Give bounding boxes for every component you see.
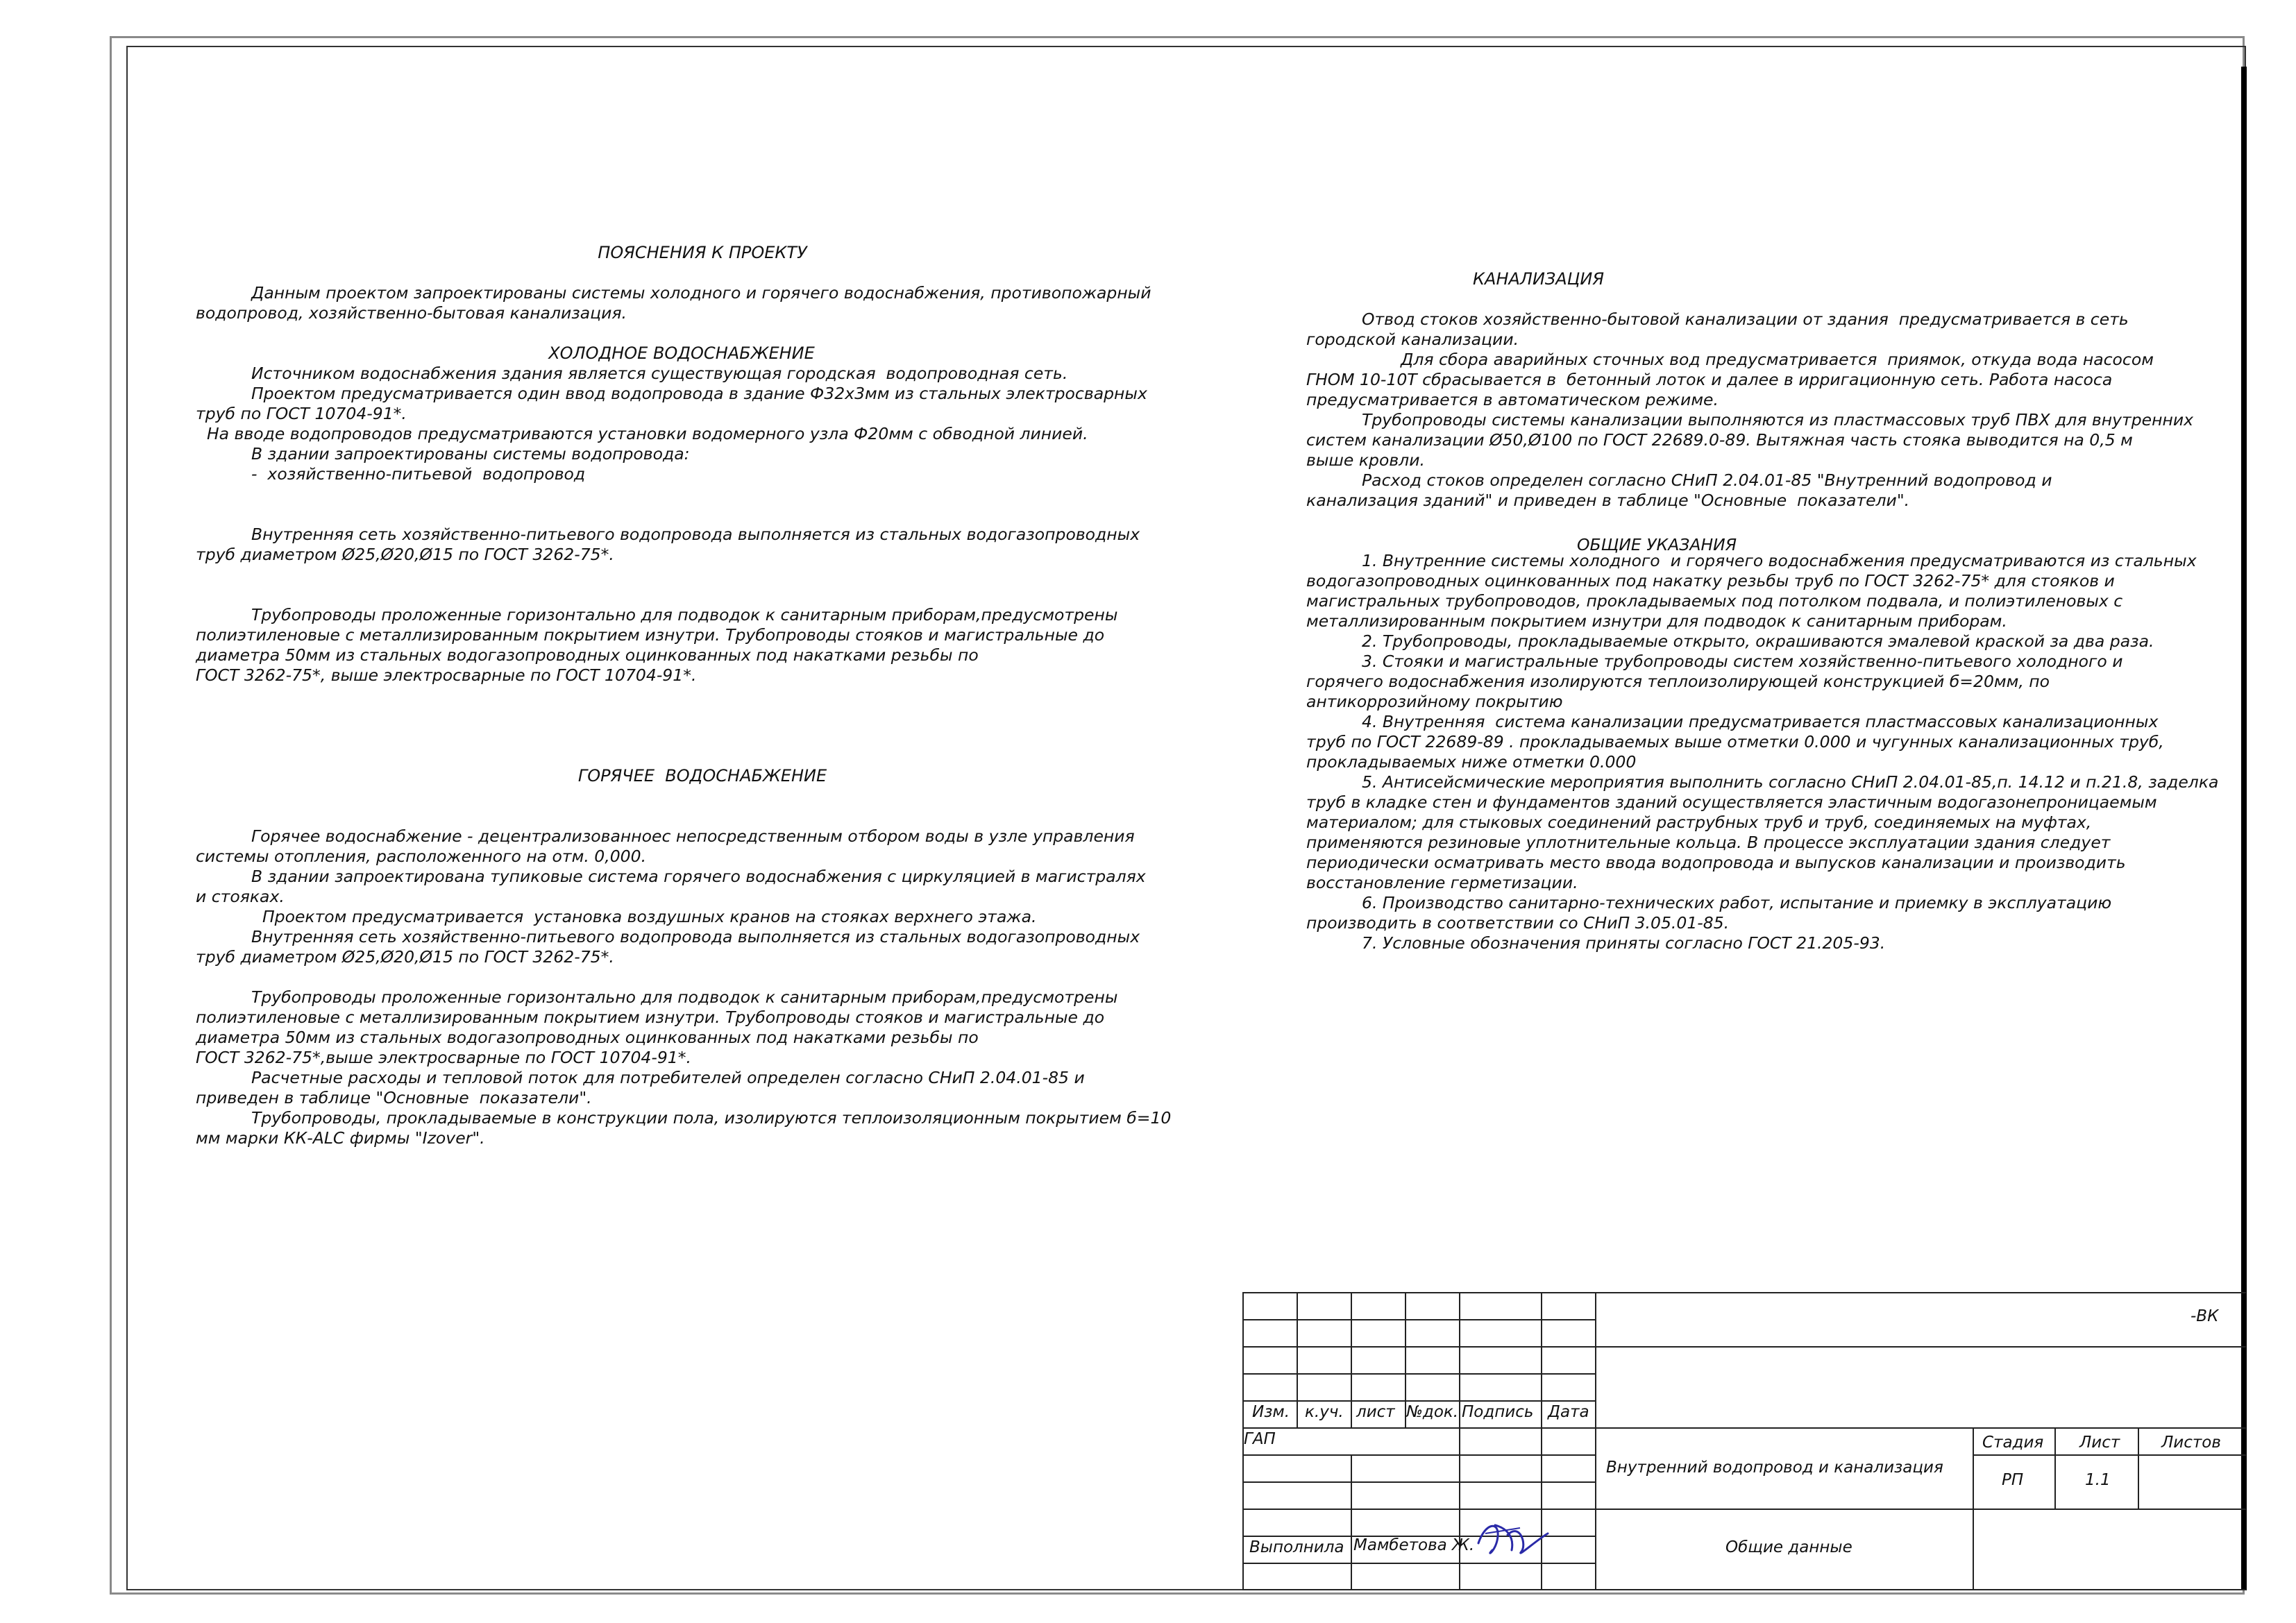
general-line-2: водогазопроводных оцинкованных под накатку резьбы труб по ГОСТ 3262-75* для стояков и [1306,571,2115,590]
general-line-18: 6. Производство санитарно-технических работ, испытание и приемку в эксплуатацию [1362,893,2112,912]
header-izm: Изм. [1252,1403,1290,1421]
general-line-4: металлизированным покрытием изнутри для подводок к санитарным приборам. [1306,611,2007,631]
hot-line-3: В здании запроектирована тупиковые система горячего водоснабжения с циркуляцией в магистралях [251,867,1146,886]
cold-net-line-1: Внутренняя сеть хозяйственно-питьевого водопровода выполняется из стальных водогазопроводных [251,525,1140,544]
cold-line-3: труб по ГОСТ 10704-91*. [196,404,407,423]
header-list: лист [1356,1403,1395,1421]
general-line-15: применяются резиновые уплотнительные кольца. В процессе эксплуатации здания следует [1306,833,2111,852]
intro-line-2: водопровод, хозяйственно-бытовая канализация. [196,303,627,323]
hot-pipes-line-3: диаметра 50мм из стальных водогазопроводных оцинкованных под накатками резьбы по [196,1028,979,1047]
general-line-5: 2. Трубопроводы, прокладываемые открыто, окрашиваются эмалевой краской за два раза. [1362,631,2154,651]
intro-line-1: Данным проектом запроектированы системы холодного и горячего водоснабжения, противопожарный [251,283,1151,303]
sheet-label: Лист [2079,1434,2120,1452]
hot-line-5: Проектом предусматривается установка воздушных кранов на стояках верхнего этажа. [262,907,1037,926]
header-data: Дата [1548,1403,1589,1421]
cold-line-1: Источником водоснабжения здания является существующая городская водопроводная сеть. [251,364,1068,383]
project-name: Внутренний водопровод и канализация [1606,1459,1943,1477]
sheets-label: Листов [2161,1434,2221,1452]
general-line-7: горячего водоснабжения изолируются теплоизолирующей конструкцией б=20мм, по [1306,672,2050,691]
hot-pipes-line-6: приведен в таблице "Основные показатели". [196,1088,592,1107]
header-ndok: №док. [1406,1403,1459,1421]
stage-label: Стадия [1982,1434,2044,1452]
performed-label: Выполнила [1249,1538,1344,1556]
general-line-6: 3. Стояки и магистральные трубопроводы систем хозяйственно-питьевого холодного и [1362,652,2123,671]
sheet-value: 1.1 [2085,1471,2111,1489]
gap-label: ГАП [1244,1430,1276,1448]
general-line-13: труб в кладке стен и фундаментов зданий осуществляется эластичным водогазонепроницаемым [1306,792,2157,812]
cold-pipes-line-1: Трубопроводы проложенные горизонтально для подводок к санитарным приборам,предусмотрены [251,605,1118,624]
cold-pipes-line-4: ГОСТ 3262-75*, выше электросварные по ГОСТ 10704-91*. [196,665,697,685]
sewer-line-9: Расход стоков определен согласно СНиП 2.04.01-85 "Внутренний водопровод и [1362,470,2052,490]
cold-line-4: На вводе водопроводов предусматриваются установки водомерного узла Ф20мм с обводной линией. [207,424,1088,443]
drawing-code: -ВК [2191,1307,2219,1325]
general-title: ОБЩИЕ УКАЗАНИЯ [1577,535,1737,554]
general-line-19: производить в соответствии со СНиП 3.05.01-85. [1306,913,1730,933]
hot-pipes-line-4: ГОСТ 3262-75*,выше электросварные по ГОСТ 10704-91*. [196,1048,691,1067]
sewer-line-4: ГНОМ 10-10Т сбрасывается в бетонный лоток и далее в ирригационную сеть. Работа насоса [1306,370,2113,389]
hot-line-2: системы отопления, расположенного на отм. 0,000. [196,847,647,866]
general-line-10: труб по ГОСТ 22689-89 . прокладываемых выше отметки 0.000 и чугунных канализационных труб, [1306,732,2164,751]
cold-net-line-2: труб диаметром Ø25,Ø20,Ø15 по ГОСТ 3262-75*. [196,545,614,564]
hot-line-1: Горячее водоснабжение - децентрализованноес непосредственным отбором воды в узле управления [251,826,1135,846]
header-podpis: Подпись [1462,1403,1534,1421]
general-line-8: антикоррозийному покрытию [1306,692,1563,711]
sewer-line-6: Трубопроводы системы канализации выполняются из пластмассовых труб ПВХ для внутренних [1362,410,2194,430]
general-line-3: магистральных трубопроводов, прокладываемых под потолком подвала, и полиэтиленовых с [1306,591,2123,611]
hot-water-title: ГОРЯЧЕЕ ВОДОСНАБЖЕНИЕ [577,766,827,785]
cold-pipes-line-3: диаметра 50мм из стальных водогазопроводных оцинкованных под накатками резьбы по [196,645,979,665]
cold-line-2: Проектом предусматривается один ввод водопровода в здание Ф32х3мм из стальных электросварных [251,384,1147,403]
header-kuch: к.уч. [1305,1403,1344,1421]
title-block [1242,1292,2246,1590]
general-line-11: прокладываемых ниже отметки 0.000 [1306,752,1637,772]
hot-pipes-line-2: полиэтиленовые с металлизированным покрытием изнутри. Трубопроводы стояков и магистральные до [196,1008,1105,1027]
sewer-column [1306,269,2236,953]
sewer-line-7: систем канализации Ø50,Ø100 по ГОСТ 22689.0-89. Вытяжная часть стояка выводится на 0,5 м [1306,430,2133,450]
cold-line-6: - хозяйственно-питьевой водопровод [251,464,586,484]
sewer-line-5: предусматривается в автоматическом режиме. [1306,390,1719,409]
stage-value: РП [2002,1471,2024,1489]
sewer-title: КАНАЛИЗАЦИЯ [1473,269,1604,289]
general-line-20: 7. Условные обозначения приняты согласно ГОСТ 21.205-93. [1362,933,1886,953]
hot-line-4: и стояках. [196,887,285,906]
sewer-line-10: канализация зданий" и приведен в таблице "Основные показатели". [1306,491,1910,510]
hot-pipes-line-5: Расчетные расходы и тепловой поток для потребителей определен согласно СНиП 2.04.01-85 и [251,1068,1085,1087]
hot-pipes-line-1: Трубопроводы проложенные горизонтально для подводок к санитарным приборам,предусмотрены [251,987,1118,1007]
general-line-12: 5. Антисейсмические мероприятия выполнить согласно СНиП 2.04.01-85,п. 14.12 и п.21.8, заделка [1362,772,2219,792]
sewer-line-2: городской канализации. [1306,330,1519,349]
explanations-title: ПОЯСНЕНИЯ К ПРОЕКТУ [598,243,807,262]
general-line-9: 4. Внутренняя система канализации предусматривается пластмассовых канализационных [1362,712,2159,731]
cold-line-5: В здании запроектированы системы водопровода: [251,444,690,464]
hot-pipes-line-7: Трубопроводы, прокладываемые в конструкции пола, изолируются теплоизоляционным покрытием б=10 [251,1108,1172,1128]
cold-water-title: ХОЛОДНОЕ ВОДОСНАБЖЕНИЕ [548,343,815,363]
hot-pipes-line-8: мм марки КК-ALC фирмы "Izover". [196,1128,485,1148]
sewer-line-3: Для сбора аварийных сточных вод предусматривается приямок, откуда вода насосом [1401,350,2154,369]
hot-line-6: Внутренняя сеть хозяйственно-питьевого водопровода выполняется из стальных водогазопроводных [251,927,1140,946]
signature-image [1471,1515,1555,1561]
sheet-name: Общие данные [1725,1538,1852,1556]
hot-line-7: труб диаметром Ø25,Ø20,Ø15 по ГОСТ 3262-75*. [196,947,614,967]
cold-pipes-line-2: полиэтиленовые с металлизированным покрытием изнутри. Трубопроводы стояков и магистральные до [196,625,1105,645]
explanations-column [196,243,1209,1148]
performer-name: Мамбетова Ж. [1353,1536,1475,1554]
general-line-14: материалом; для стыковых соединений раструбных труб и труб, соединяемых на муфтах, [1306,813,2092,832]
general-line-17: восстановление герметизации. [1306,873,1578,892]
general-line-1: 1. Внутренние системы холодного и горячего водоснабжения предусматриваются из стальных [1362,551,2197,570]
general-line-16: периодически осматривать место ввода водопровода и выпусков канализации и производить [1306,853,2126,872]
sewer-line-8: выше кровли. [1306,450,1425,470]
sewer-line-1: Отвод стоков хозяйственно-бытовой канализации от здания предусматривается в сеть [1362,309,2129,329]
